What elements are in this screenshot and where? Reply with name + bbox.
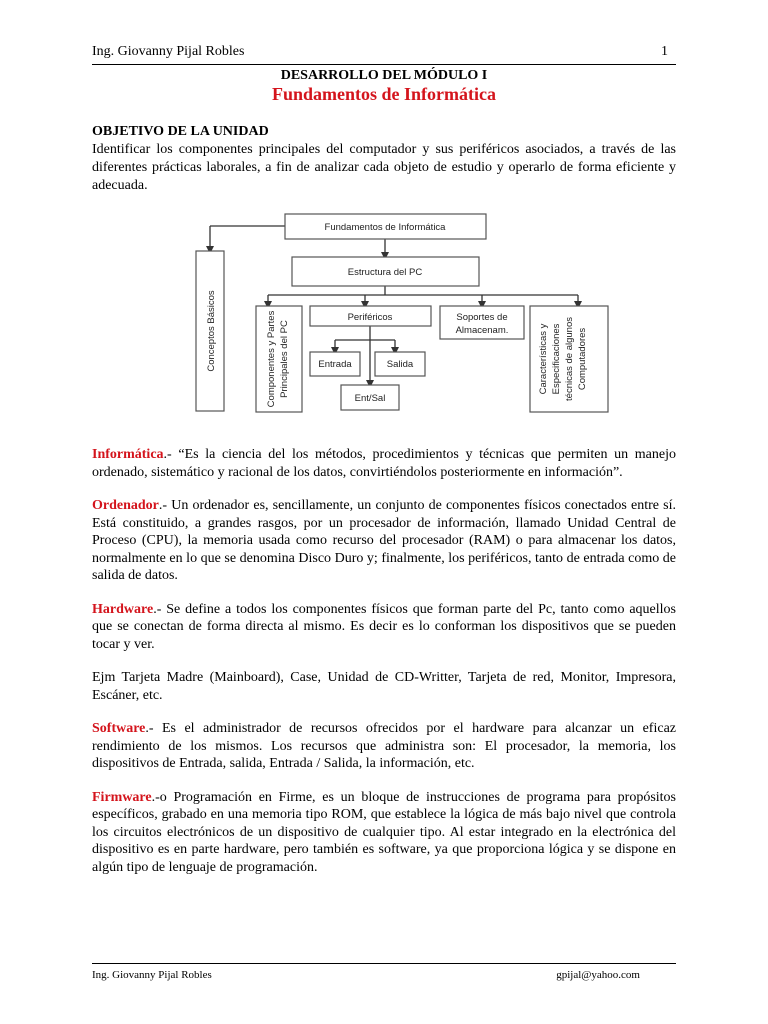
label-characteristics-4: Computadores [577,327,588,391]
label-peripherals: Periféricos [347,312,393,323]
text-ordenador: .- Un ordenador es, sencillamente, un conjunto de componentes físicos conectados entre sí. Está constituido, a grandes rasgos, por un procesador de información, llamado Unidad Central de Proceso (CPU), la memoria usada como recurso del procesador (RAM) o para almacenar los datos, normalmente en lo que se denomina Disco Duro y; finalmente, los periféricos, tanto de entrada como de salida de datos. [92,498,676,583]
page-footer [92,963,676,985]
definitions-section [92,446,676,892]
label-characteristics-3: técnicas de algunos [564,317,575,401]
text-software: .- Es el administrador de recursos ofrecidos por el hardware para alcanzar un eficaz rendimiento de los mismos. Los recursos que administra son: El procesador, la memoria, los dispositivos de Entrada, salida, Entrada / Salida, la información, etc. [92,721,676,771]
concept-diagram [180,206,620,424]
label-storage-2: Almacenam. [455,325,509,336]
text-hardware: .- Se define a todos los componentes físicos que forman parte del Pc, tanto como aquellos que se conectan de forma directa al mismo. Es decir es lo conforman los dispositivos que se pueden tocar y ver. [92,601,676,652]
page-header [92,44,676,65]
label-basics: Conceptos Básicos [206,290,217,372]
label-structure: Estructura del PC [347,267,423,278]
footer-author: Ing. Giovanny Pijal Robles [92,969,212,981]
definition-informatica [92,446,676,481]
definition-hardware [92,601,676,654]
label-io: Ent/Sal [354,393,386,404]
label-characteristics-1: Características y [538,323,549,395]
header-author: Ing. Giovanny Pijal Robles [92,44,245,59]
term-informatica: Informática [92,447,164,462]
definition-ordenador [92,497,676,585]
definition-firmware [92,789,676,877]
definition-software [92,720,676,773]
objective-text: Identificar los componentes principales del computador y sus periféricos asociados, a través de las diferentes prácticas laborales, a fin de analizar cada objeto de estudio y operarlo de forma eficiente y adecuada. [92,142,676,193]
label-root: Fundamentos de Informática [324,222,446,233]
module-title: DESARROLLO DEL MÓDULO I [280,68,488,83]
term-firmware: Firmware [92,789,152,805]
text-informatica: .- “Es la ciencia del los métodos, procedimientos y técnicas que permiten un manejo ordenado, sistemático y racional de los datos, convirtiéndolos posteriormente en información”. [92,447,676,480]
hardware-examples: Ejm Tarjeta Madre (Mainboard), Case, Unidad de CD-Writter, Tarjeta de red, Monitor, Impresora, Escáner, etc. [92,670,676,703]
label-components-1: Componentes y Partes [266,310,277,408]
text-firmware: .-o Programación en Firme, es un bloque de instrucciones de programa para propósitos específicos, grabado en una memoria tipo ROM, que establece la lógica de más bajo nivel que controla los circuitos electrónicos de un dispositivo de cualquier tipo. Al estar integrado en la electrónica del dispositivo es en parte hardware, pero también es software, ya que proporciona lógica y se dispone en algún tipo de lenguaje de programación. [92,789,676,875]
label-components-2: Principales del PC [279,320,290,398]
footer-email: gpijal@yahoo.com [556,969,640,981]
concept-diagram-svg [180,206,620,424]
term-hardware: Hardware [92,601,154,617]
subject-title: Fundamentos de Informática [272,84,496,104]
objective-section [92,123,676,195]
label-storage-1: Soportes de [456,312,508,323]
label-input: Entrada [318,359,352,370]
term-software: Software [92,721,146,736]
objective-heading: OBJETIVO DE LA UNIDAD [92,124,269,139]
label-characteristics-2: Especificaciones [551,323,562,395]
term-ordenador: Ordenador [92,498,159,513]
title-block [92,68,676,104]
label-output: Salida [386,359,414,370]
page-number: 1 [661,44,668,59]
